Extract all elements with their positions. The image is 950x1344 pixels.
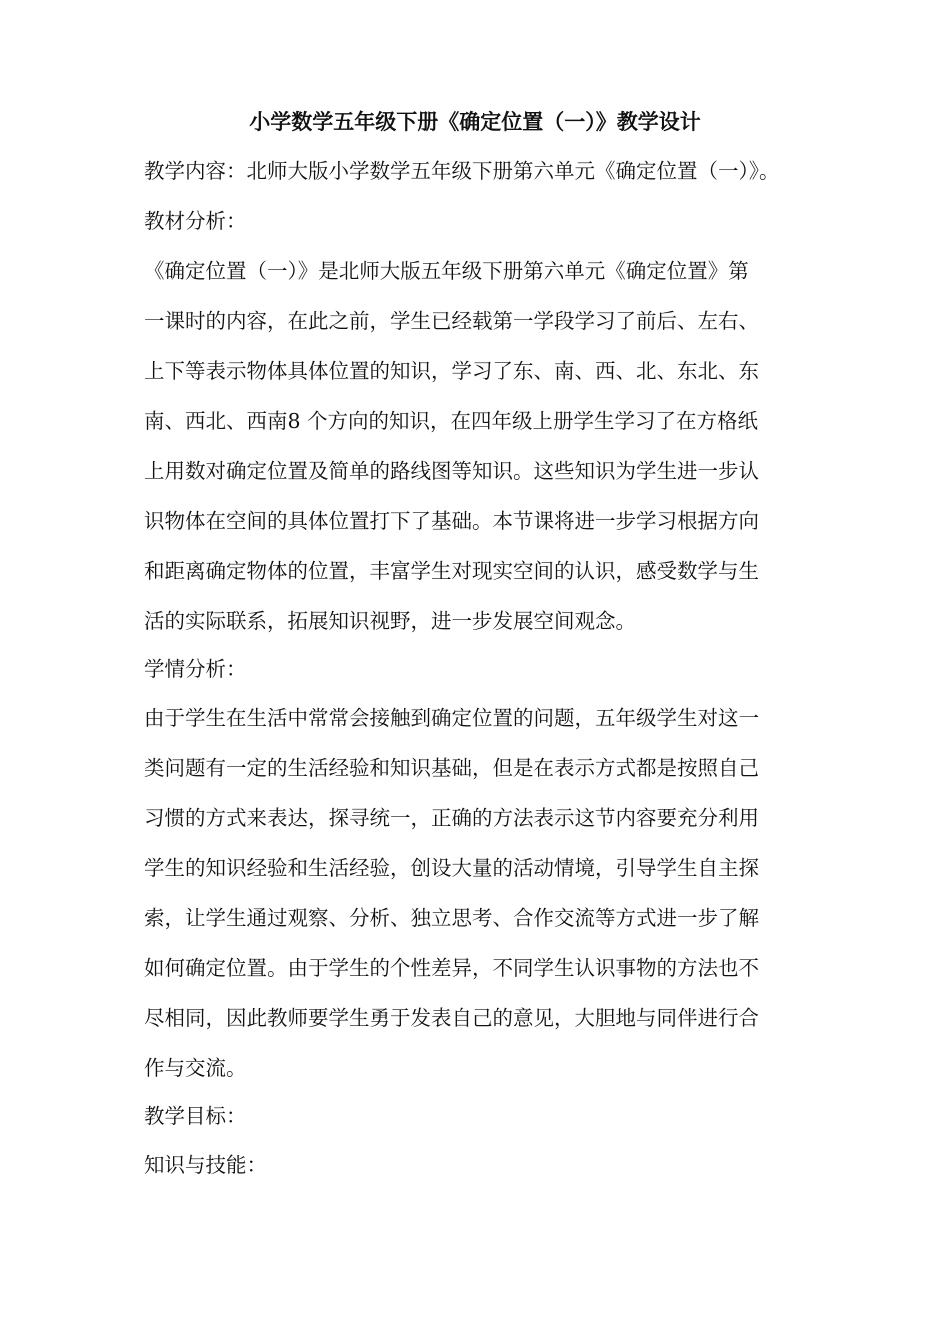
textbook-analysis-line: 《确定位置（一）》是北师大版五年级下册第六单元《确定位置》第	[144, 259, 749, 283]
student-analysis-line: 索，让学生通过观察、分析、独立思考、合作交流等方式进一步了解	[144, 906, 759, 930]
textbook-analysis-line: 南、西北、西南8 个方向的知识，在四年级上册学生学习了在方格纸	[144, 409, 759, 433]
textbook-analysis-line: 一课时的内容，在此之前，学生已经载第一学段学习了前后、左右、	[144, 309, 759, 333]
student-analysis-line: 如何确定位置。由于学生的个性差异，不同学生认识事物的方法也不	[144, 956, 759, 980]
textbook-analysis-line: 识物体在空间的具体位置打下了基础。本节课将进一步学习根据方向	[144, 509, 759, 533]
teaching-content-line: 教学内容：北师大版小学数学五年级下册第六单元《确定位置（一）》。	[144, 159, 780, 183]
document-title: 小学数学五年级下册《确定位置（一）》教学设计	[249, 110, 701, 134]
student-analysis-line: 习惯的方式来表达，探寻统一，正确的方法表示这节内容要充分利用	[144, 806, 759, 830]
student-analysis-heading: 学情分析：	[144, 657, 247, 681]
student-analysis-line: 学生的知识经验和生活经验，创设大量的活动情境，引导学生自主探	[144, 856, 759, 880]
textbook-analysis-line: 上下等表示物体具体位置的知识，学习了东、南、西、北、东北、东	[144, 359, 759, 383]
textbook-analysis-heading: 教材分析：	[144, 209, 247, 233]
student-analysis-line: 由于学生在生活中常常会接触到确定位置的问题，五年级学生对这一	[144, 706, 759, 730]
textbook-analysis-line: 上用数对确定位置及简单的路线图等知识。这些知识为学生进一步认	[144, 459, 759, 483]
knowledge-skills-heading: 知识与技能：	[144, 1153, 267, 1177]
student-analysis-line: 类问题有一定的生活经验和知识基础，但是在表示方式都是按照自己	[144, 756, 759, 780]
student-analysis-line: 作与交流。	[144, 1056, 247, 1080]
textbook-analysis-line: 和距离确定物体的位置，丰富学生对现实空间的认识，感受数学与生	[144, 559, 759, 583]
teaching-goals-heading: 教学目标：	[144, 1104, 247, 1128]
student-analysis-line: 尽相同，因此教师要学生勇于发表自己的意见，大胆地与同伴进行合	[144, 1006, 759, 1030]
textbook-analysis-line: 活的实际联系，拓展知识视野，进一步发展空间观念。	[144, 609, 636, 633]
